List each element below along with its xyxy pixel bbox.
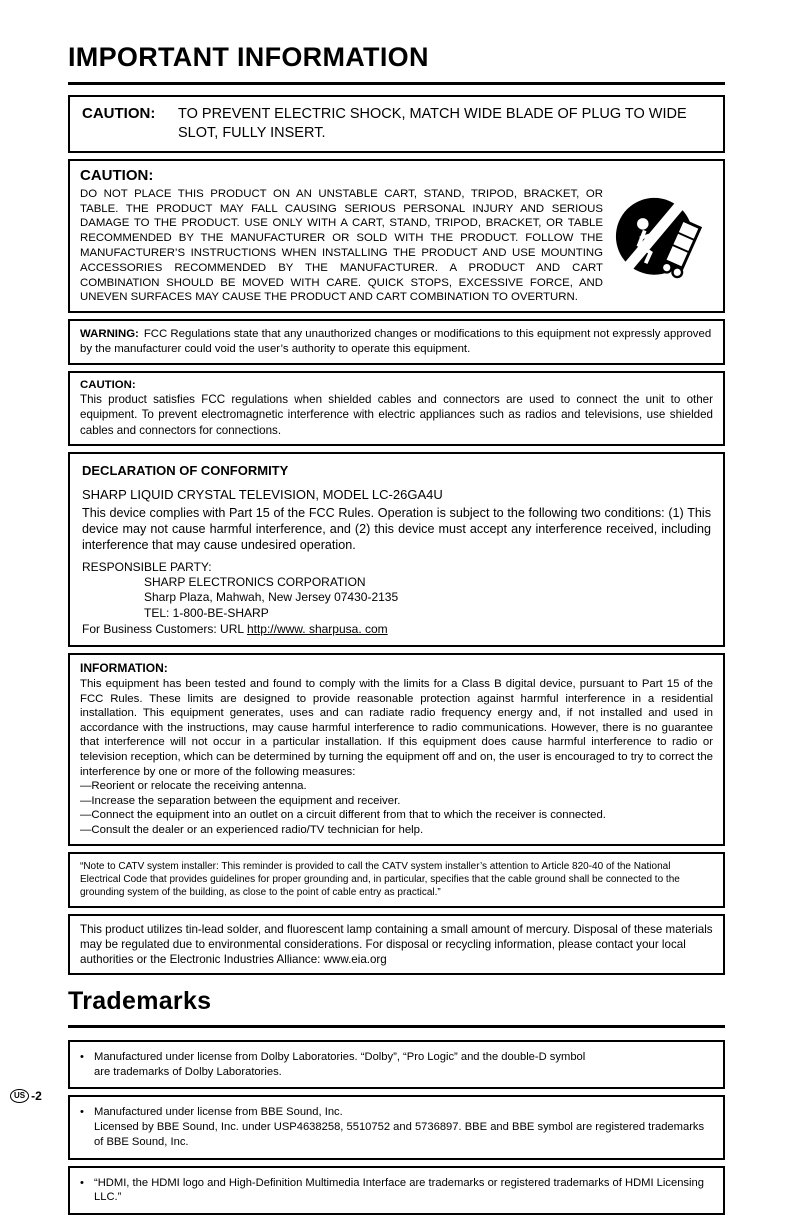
cart-tipover-warning-icon bbox=[611, 196, 713, 297]
trademark-hdmi-line: “HDMI, the HDMI logo and High-Definition Multimedia Interface are trademarks or registered trademarks of HDMI Licensing LLC.” bbox=[94, 1176, 704, 1204]
caution-label: CAUTION: bbox=[80, 166, 154, 184]
trademark-dolby-line: Manufactured under license from Dolby Laboratories. “Dolby”, “Pro Logic” and the double-D symbol bbox=[94, 1050, 586, 1063]
model-line: SHARP LIQUID CRYSTAL TELEVISION, MODEL LC-26GA4U bbox=[82, 486, 443, 502]
measure-item: —Connect the equipment into an outlet on a circuit different from that to which the receiver is connected. bbox=[80, 809, 606, 822]
caution-plug-text: TO PREVENT ELECTRIC SHOCK, MATCH WIDE BLADE OF PLUG TO WIDE SLOT, FULLY INSERT. bbox=[178, 106, 687, 141]
information-body: This equipment has been tested and found to comply with the limits for a Class B digital device, pursuant to Part 15 of the FCC Rules. These limits are designed to provide reasonable protection against harmful interference in a residential installation. This equipment generates, uses and can radiate radio frequency energy and, if not installed and used in accordance with the instructions, may cause harmful interference to radio communications. However, there is no guarantee that interference will not occur in a particular installation. If this equipment does cause harmful interference to radio or television reception, which can be determined by turning the equipment off and on, the user is encouraged to try to correct the interference by one or more of the following measures: bbox=[80, 678, 713, 778]
bullet-icon: • bbox=[80, 1176, 84, 1189]
mercury-note-box bbox=[68, 914, 725, 975]
measure-item: —Consult the dealer or an experienced radio/TV technician for help. bbox=[80, 824, 424, 837]
information-label: INFORMATION: bbox=[80, 661, 168, 676]
information-box bbox=[68, 653, 725, 846]
warning-fcc-box bbox=[68, 319, 725, 365]
trademark-dolby-line: are trademarks of Dolby Laboratories. bbox=[94, 1065, 282, 1078]
trademark-bbe-line: Licensed by BBE Sound, Inc. under USP4638258, 5510752 and 5736897. BBE and BBE symbol are registered trademarks of BBE Sound, Inc. bbox=[94, 1121, 705, 1148]
caution-shielded-text: This product satisfies FCC regulations when shielded cables and connectors are used to connect the unit to other equipment. To prevent electromagnetic interference with electric appliances such as radios and televisions, use shielded cables and connectors for connections. bbox=[80, 393, 713, 437]
caution-cart-text: DO NOT PLACE THIS PRODUCT ON AN UNSTABLE CART, STAND, TRIPOD, BRACKET, OR TABLE. THE PRODUCT MAY FALL CAUSING SERIOUS PERSONAL INJURY AND SERIOUS DAMAGE TO THE PRODUCT. USE ONLY WITH A CART, STAND, TRIPOD, BRACKET, OR TABLE RECOMMENDED BY THE MANUFACTURER OR SOLD WITH THE PRODUCT. FOLLOW THE MANUFACTURER’S INSTRUCTIONS WHEN INSTALLING THE PRODUCT AND USE MOUNTING ACCESSORIES RECOMMENDED BY THE MANUFACTURER. A PRODUCT AND CART COMBINATION SHOULD BE MOVED WITH CARE. QUICK STOPS, EXCESSIVE FORCE, AND UNEVEN SURFACES MAY CAUSE THE PRODUCT AND CART COMBINATION TO OVERTURN. bbox=[80, 187, 603, 304]
caution-label: CAUTION: bbox=[82, 105, 156, 122]
caution-plug-box bbox=[68, 95, 725, 153]
caution-shielded-box bbox=[68, 371, 725, 445]
trademark-hdmi-box bbox=[68, 1166, 725, 1215]
bullet-icon: • bbox=[80, 1050, 84, 1063]
warning-fcc-text: FCC Regulations state that any unauthorized changes or modifications to this equipment not expressly approved by the manufacturer could void the user’s authority to operate this equipment. bbox=[80, 328, 712, 356]
trademark-dolby-box bbox=[68, 1040, 725, 1090]
company-address: Sharp Plaza, Mahwah, New Jersey 07430-2135 bbox=[144, 590, 399, 605]
measure-item: —Reorient or relocate the receiving antenna. bbox=[80, 780, 307, 793]
warning-label: WARNING: bbox=[80, 328, 139, 341]
trademark-bbe-line: Manufactured under license from BBE Sound, Inc. bbox=[94, 1106, 343, 1119]
declaration-title: DECLARATION OF CONFORMITY bbox=[82, 462, 289, 478]
page-footer bbox=[10, 1089, 42, 1103]
bullet-icon: • bbox=[80, 1106, 84, 1119]
page-number: -2 bbox=[31, 1089, 42, 1103]
trademarks-title: Trademarks bbox=[68, 987, 725, 1028]
company-phone: TEL: 1-800-BE-SHARP bbox=[144, 605, 269, 620]
trademark-bbe-box bbox=[68, 1095, 725, 1159]
company-name: SHARP ELECTRONICS CORPORATION bbox=[144, 575, 366, 590]
business-customers-label: For Business Customers: URL bbox=[82, 622, 247, 637]
region-badge: US bbox=[10, 1089, 29, 1103]
page-title: IMPORTANT INFORMATION bbox=[68, 42, 725, 85]
caution-cart-box bbox=[68, 159, 725, 314]
declaration-of-conformity-box bbox=[68, 452, 725, 648]
responsible-party-label: RESPONSIBLE PARTY: bbox=[82, 559, 212, 574]
catv-note-text: “Note to CATV system installer: This reminder is provided to call the CATV system installer’s attention to Article 820-40 of the National Electrical Code that provides guidelines for proper grounding and, in particular, specifies that the cable ground shall be connected to the grounding system of the building, as close to the point of cable entry as practical.” bbox=[80, 860, 680, 899]
declaration-body: This device complies with Part 15 of the FCC Rules. Operation is subject to the following two conditions: (1) This device may not cause harmful interference, and (2) this device must accept any interference received, including interference that may cause undesired operation. bbox=[82, 505, 711, 553]
measure-item: —Increase the separation between the equipment and receiver. bbox=[80, 794, 401, 807]
catv-note-box bbox=[68, 852, 725, 908]
caution-label: CAUTION: bbox=[80, 379, 136, 392]
mercury-note-text: This product utilizes tin-lead solder, and fluorescent lamp containing a small amount of mercury. Disposal of these materials may be regulated due to environmental considerations. For disposal or recycling information, please contact your local authorities or the Electronic Industries Alliance: www.eia.org bbox=[80, 922, 713, 966]
sharp-url-link[interactable]: http://www. sharpusa. com bbox=[246, 622, 388, 637]
